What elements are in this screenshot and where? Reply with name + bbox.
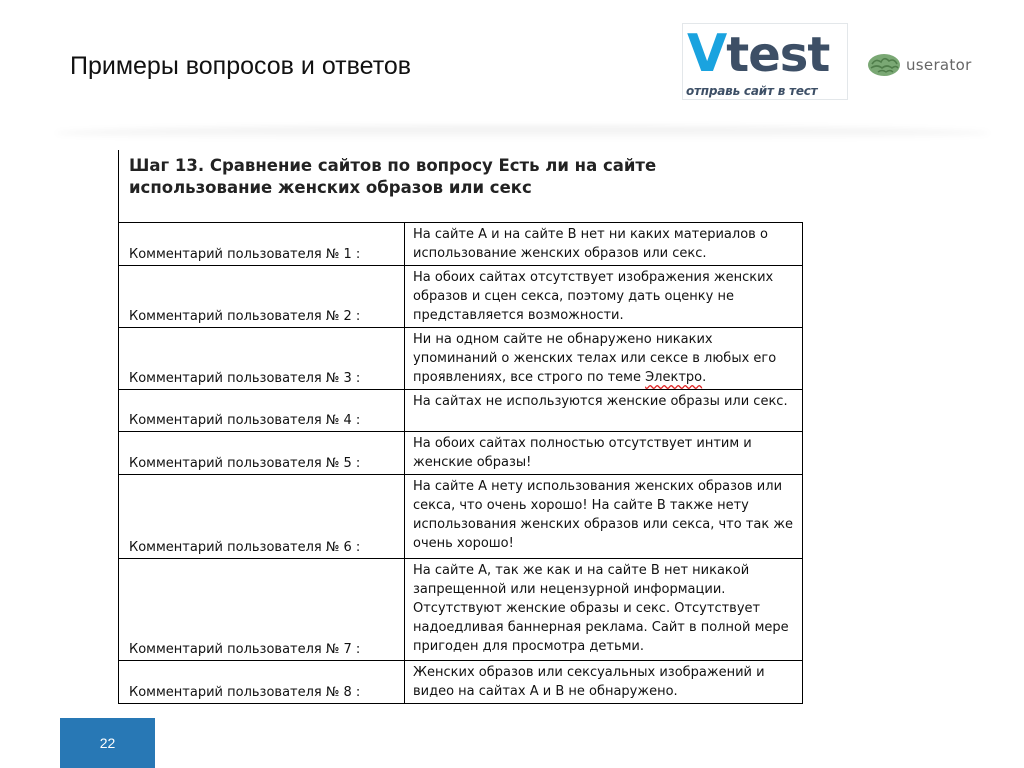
- vtest-brand: [687, 24, 829, 84]
- vtest-tagline: отправь сайт в тест: [686, 84, 818, 98]
- vtest-brand-v: V: [687, 24, 727, 84]
- row-text: На сайтах не используются женские образы или секс.: [405, 390, 803, 432]
- table-row: [119, 559, 803, 661]
- table-row: [119, 223, 803, 266]
- document-heading: [118, 150, 804, 222]
- document-excerpt: [118, 150, 804, 704]
- heading-line-1: Шаг 13. Сравнение сайтов по вопросу Есть ли на сайте: [129, 156, 657, 175]
- table-row: [119, 432, 803, 475]
- header-divider: [55, 126, 990, 140]
- row-label: Комментарий пользователя № 7 :: [119, 559, 405, 661]
- row-text: На сайте А, так же как и на сайте В нет никакой запрещенной или нецензурной информации. Отсутствуют женские образы и секс. Отсутствует надоедливая баннерная реклама. Сайт в полной мере пригоден для просмотра детьми.: [405, 559, 803, 661]
- table-row: [119, 266, 803, 328]
- row-text-main: Ни на одном сайте не обнаружено никаких упоминаний о женских телах или сексе в любых его проявлениях, все строго по теме: [413, 332, 777, 385]
- row-text: На обоих сайтах полностью отсутствует интим и женские образы!: [405, 432, 803, 475]
- table-row: [119, 475, 803, 559]
- brain-icon: [866, 52, 902, 78]
- row-text: [405, 328, 803, 390]
- row-label: Комментарий пользователя № 6 :: [119, 475, 405, 559]
- row-text: На обоих сайтах отсутствует изображения женских образов и сцен секса, поэтому дать оценку не представляется возможности.: [405, 266, 803, 328]
- row-label: Комментарий пользователя № 5 :: [119, 432, 405, 475]
- comments-table: [118, 222, 803, 704]
- row-label: Комментарий пользователя № 2 :: [119, 266, 405, 328]
- heading-line-2: использование женских образов или секс: [129, 178, 532, 197]
- row-label: Комментарий пользователя № 4 :: [119, 390, 405, 432]
- userator-logo: [866, 52, 972, 78]
- row-text: На сайте А и на сайте В нет ни каких материалов о использование женских образов или секс.: [405, 223, 803, 266]
- table-row: [119, 328, 803, 390]
- userator-name: userator: [906, 56, 972, 74]
- spellcheck-word: Электро: [645, 370, 703, 385]
- row-text: На сайте А нету использования женских образов или секса, что очень хорошо! На сайте В также нету использования женских образов или секса, что так же очень хорошо!: [405, 475, 803, 559]
- vtest-brand-rest: test: [726, 27, 830, 83]
- row-text: Женских образов или сексуальных изображений и видео на сайтах А и В не обнаружено.: [405, 661, 803, 704]
- vtest-logo: [682, 23, 848, 100]
- slide-title: Примеры вопросов и ответов: [70, 52, 412, 80]
- row-label: Комментарий пользователя № 1 :: [119, 223, 405, 266]
- page-number: 22: [60, 718, 155, 768]
- row-text-end: .: [702, 370, 707, 385]
- row-label: Комментарий пользователя № 8 :: [119, 661, 405, 704]
- table-row: [119, 390, 803, 432]
- row-label: Комментарий пользователя № 3 :: [119, 328, 405, 390]
- table-row: [119, 661, 803, 704]
